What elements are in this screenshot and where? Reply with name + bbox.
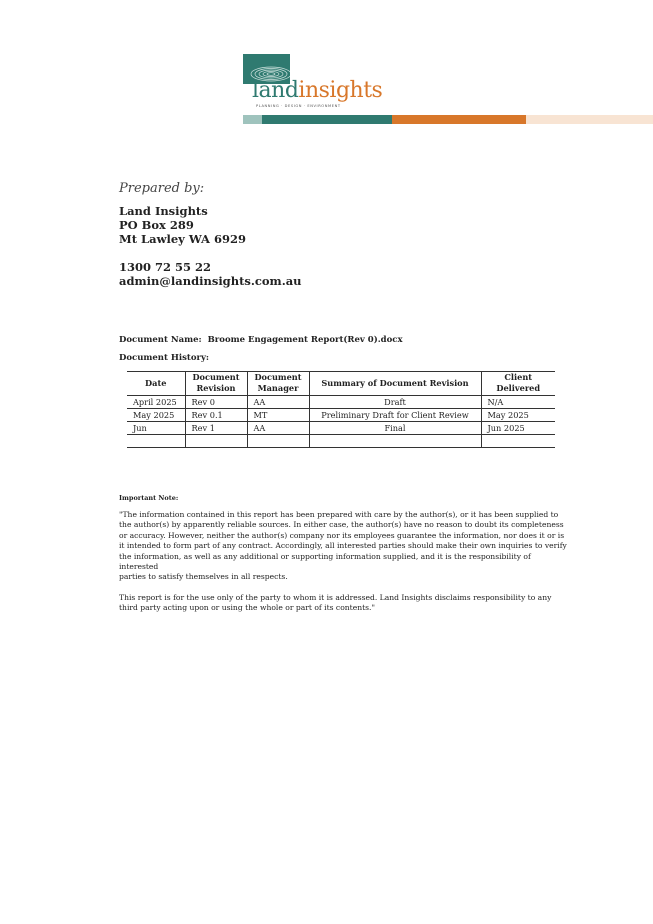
logo-tagline: PLANNING · DESIGN · ENVIRONMENT bbox=[256, 104, 341, 108]
cell-empty bbox=[309, 435, 481, 448]
company-name: Land Insights bbox=[119, 204, 208, 218]
cell-client: N/A bbox=[481, 396, 555, 409]
disclaimer-line: interested bbox=[119, 562, 159, 572]
cell-empty bbox=[185, 435, 247, 448]
disclaimer-line: the information, as well as any additional or supporting information supplied, and it is the responsibility of bbox=[119, 551, 531, 561]
email-address: admin@landinsights.com.au bbox=[119, 274, 302, 288]
header-revision: Document Revision bbox=[185, 372, 247, 396]
cell-revision: Rev 0 bbox=[185, 396, 247, 409]
table-row bbox=[127, 422, 555, 435]
header-stripe-orange bbox=[392, 115, 526, 124]
header-manager: Document Manager bbox=[247, 372, 309, 396]
important-note-heading: Important Note: bbox=[119, 494, 179, 502]
cell-empty bbox=[247, 435, 309, 448]
document-history-table bbox=[127, 371, 555, 448]
cell-manager: MT bbox=[247, 409, 309, 422]
disclaimer-line: parties to satisfy themselves in all respects. bbox=[119, 572, 288, 582]
document-name-value: Broome Engagement Report(Rev 0).docx bbox=[207, 335, 403, 345]
document-history-label: Document History: bbox=[119, 353, 210, 363]
cell-revision: Rev 0.1 bbox=[185, 409, 247, 422]
disclaimer-paragraph-1 bbox=[119, 510, 567, 583]
prepared-by-heading: Prepared by: bbox=[119, 181, 205, 196]
table-row bbox=[127, 396, 555, 409]
cell-summary: Final bbox=[309, 422, 481, 435]
cell-summary: Preliminary Draft for Client Review bbox=[309, 409, 481, 422]
logo-word-land: land bbox=[252, 78, 299, 103]
cell-client: May 2025 bbox=[481, 409, 555, 422]
cell-client: Jun 2025 bbox=[481, 422, 555, 435]
table-header-row bbox=[127, 372, 555, 396]
document-name bbox=[119, 335, 403, 345]
cell-date: April 2025 bbox=[127, 396, 185, 409]
logo-wordmark bbox=[252, 80, 382, 102]
suburb: Mt Lawley WA 6929 bbox=[119, 232, 246, 246]
header-summary: Summary of Document Revision bbox=[309, 372, 481, 396]
cell-date: May 2025 bbox=[127, 409, 185, 422]
disclaimer-line: it intended to form part of any contract. Accordingly, all interested parties should make their own inquiries to verify bbox=[119, 541, 567, 551]
header-client: Client Delivered bbox=[481, 372, 555, 396]
disclaimer-line: "The information contained in this report has been prepared with care by the author(s), or it has been supplied to bbox=[119, 510, 559, 519]
disclaimer-line: or accuracy. However, neither the author(s) company nor its employees guarantee the information, nor does it or is bbox=[119, 530, 565, 540]
disclaimer-line: the author(s) by apparently reliable sources. In either case, the author(s) have no reason to doubt its completeness bbox=[119, 520, 564, 530]
cell-manager: AA bbox=[247, 396, 309, 409]
disclaimer-line: This report is for the use only of the party to whom it is addressed. Land Insights disclaims responsibility to any bbox=[119, 593, 552, 602]
cell-revision: Rev 1 bbox=[185, 422, 247, 435]
header-stripe-light-teal bbox=[243, 115, 262, 124]
table-row-empty bbox=[127, 435, 555, 448]
table-row bbox=[127, 409, 555, 422]
phone-number: 1300 72 55 22 bbox=[119, 260, 212, 274]
logo-word-insights: insights bbox=[298, 78, 383, 103]
cell-date: Jun bbox=[127, 422, 185, 435]
disclaimer-line: third party acting upon or using the whole or part of its contents." bbox=[119, 603, 375, 613]
header-stripe-teal bbox=[262, 115, 392, 124]
cell-manager: AA bbox=[247, 422, 309, 435]
header-date: Date bbox=[127, 372, 185, 396]
cell-empty bbox=[481, 435, 555, 448]
po-box: PO Box 289 bbox=[119, 218, 194, 232]
document-name-label: Document Name: bbox=[119, 335, 202, 345]
header-stripe-peach bbox=[526, 115, 653, 124]
disclaimer-paragraph-2 bbox=[119, 593, 559, 614]
cell-summary: Draft bbox=[309, 396, 481, 409]
cell-empty bbox=[127, 435, 185, 448]
